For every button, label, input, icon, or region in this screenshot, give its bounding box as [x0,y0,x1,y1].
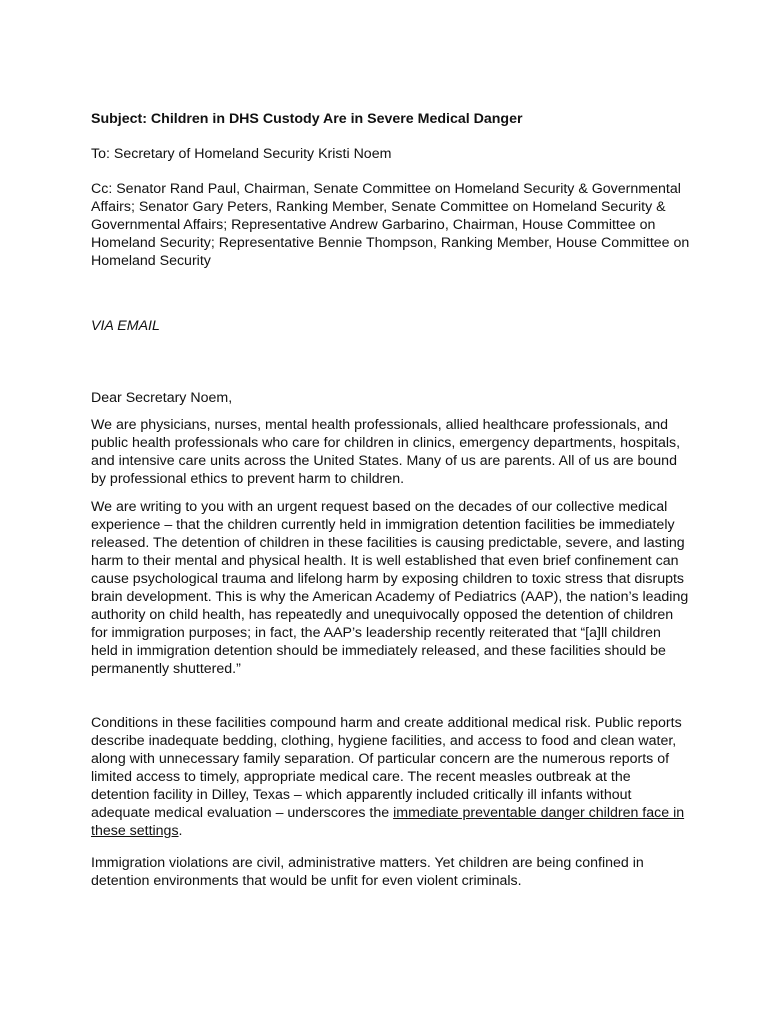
paragraph-3-text-start: Conditions in these facilities compound harm and create additional medical risk. Public reports describe inadequate bedding, clothing, hygiene facilities, and access to food and clean water, along with unnecessary family separation. Of particular concern are the numerous reports of limited access to timely, appropriate medical care. The recent measles outbreak at the detention facility in Dilley, Texas – which apparently included critically ill infants without adequate medical evaluation – underscores the [91,715,682,821]
body-paragraph-1: We are physicians, nurses, mental health professionals, allied healthcare professionals, and public health professionals who care for children in clinics, emergency departments, hospitals, and intensive care units across the United States. Many of us are parents. All of us are bound by professional ethics to prevent harm to children. [91,417,681,487]
letter-cc-list: Cc: Senator Rand Paul, Chairman, Senate Committee on Homeland Security & Governmental Affairs; Senator Gary Peters, Ranking Member, Senate Committee on Homeland Security & Governmental Affairs; Representative Andrew Garbarino, Chairman, House Committee on Homeland Security; Representative Bennie Thompson, Ranking Member, House Committee on Homeland Security [91,181,690,269]
body-paragraph-4: Immigration violations are civil, administrative matters. Yet children are being confined in detention environments that would be unfit for even violent criminals. [91,855,644,889]
letter-salutation: Dear Secretary Noem, [91,390,233,406]
delivery-method: VIA EMAIL [91,318,160,334]
body-paragraph-2: We are writing to you with an urgent request based on the decades of our collective medical experience – that the children currently held in immigration detention facilities be immediately released. The detention of children in these facilities is causing predictable, severe, and lasting harm to their mental and physical health. It is well established that even brief confinement can cause psychological trauma and lifelong harm by exposing children to toxic stress that disrupts brain development. This is why the American Academy of Pediatrics (AAP), the nation’s leading authority on child health, has repeatedly and unequivocally opposed the detention of children for immigration purposes; in fact, the AAP’s leadership recently reiterated that “[a]ll children held in immigration detention should be immediately released, and these facilities should be permanently shuttered.” [91,499,689,677]
danger-reference-link[interactable]: immediate preventable danger children face in these settings [91,805,685,839]
body-paragraph-3 [91,714,691,840]
letter-recipient: To: Secretary of Homeland Security Kristi Noem [91,146,392,162]
paragraph-3-text-end: . [178,823,183,839]
letter-subject: Subject: Children in DHS Custody Are in Severe Medical Danger [91,111,523,127]
